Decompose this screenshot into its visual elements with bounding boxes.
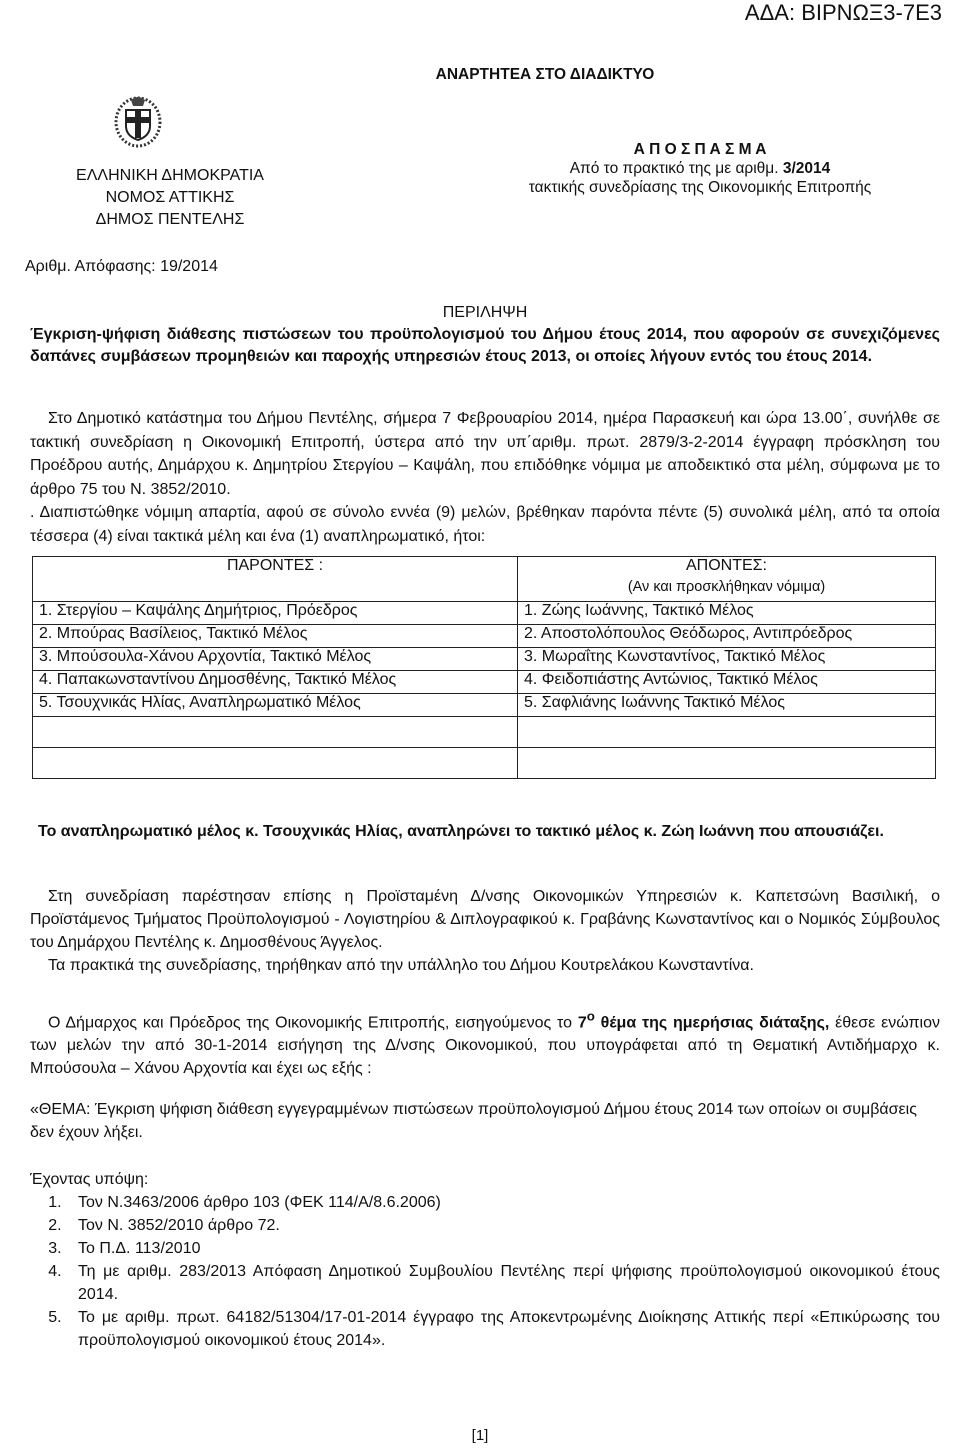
- page-number: [1]: [471, 1427, 489, 1444]
- greek-coat-of-arms-icon: [113, 90, 163, 150]
- mayor-text-a: Ο Δήμαρχος και Πρόεδρος της Οικονομικής Επιτροπής, εισηγούμενος το: [48, 1014, 578, 1032]
- empty-row: [33, 748, 936, 779]
- agenda-label: θέμα της ημερήσιας διάταξης,: [594, 1014, 830, 1032]
- summary-heading: ΠΕΡΙΛΗΨΗ: [442, 304, 528, 321]
- list-item: 5. Το με αριθμ. πρωτ. 64182/51304/17-01-2014 έγγραφο της Αποκεντρωμένης Διοίκησης Αττικής περί «Επικύρωσης του προϋπολογισμού οικονομικού έτους 2014».: [66, 1306, 940, 1352]
- extract-line-1: [440, 159, 960, 178]
- considering-list: [30, 1191, 940, 1352]
- present-member: 3. Μπούσουλα-Χάνου Αρχοντία, Τακτικό Μέλος: [33, 648, 518, 671]
- topic-ordinal: ο: [586, 1009, 595, 1024]
- present-member: 4. Παπακωνσταντίνου Δημοσθένης, Τακτικό Μέλος: [33, 671, 518, 694]
- summary-text: Έγκριση-ψήφιση διάθεσης πιστώσεων του προϋπολογισμού του Δήμου έτους 2014, που αφορούν σε συνεχιζόμενες δαπάνες συμβάσεων προμηθειών και παροχής υπηρεσιών έτους 2013, οι οποίες λήγουν εντός του έτους 2014.: [30, 326, 940, 365]
- extract-line-1-text: Από το πρακτικό της με αριθμ.: [569, 160, 783, 177]
- absent-member: 3. Μωραΐτης Κωνσταντίνος, Τακτικό Μέλος: [518, 648, 936, 671]
- intro-section: [30, 407, 940, 548]
- extract-block: [440, 140, 960, 197]
- topic-number: 7: [577, 1014, 587, 1032]
- issuer-block: [55, 165, 285, 231]
- present-header: ΠΑΡΟΝΤΕΣ :: [33, 557, 518, 602]
- table-row: [33, 625, 936, 648]
- list-item: 4. Τη με αριθμ. 283/2013 Απόφαση Δημοτικού Συμβουλίου Πεντέλης περί ψήφισης προϋπολογισμού οικονομικού έτους 2014.: [66, 1260, 940, 1306]
- also-present-section: [30, 885, 940, 977]
- table-row: [33, 694, 936, 717]
- absent-member: 4. Φειδοπιάστης Αντώνιος, Τακτικό Μέλος: [518, 671, 936, 694]
- theme-paragraph: «ΘΕΜΑ: Έγκριση ψήφιση διάθεση εγγεγραμμένων πιστώσεων προϋπολογισμού Δήμου έτους 2014 των οποίων οι συμβάσεις δεν έχουν λήξει.: [30, 1101, 917, 1141]
- also-present-paragraph: Στη συνεδρίαση παρέστησαν επίσης η Προϊσταμένη Δ/νσης Οικονομικών Υπηρεσιών κ. Καπετσώνη Βασιλική, ο Προϊστάμενος Τμήματος Προϋπολογισμού - Λογιστηρίου & Διπλογραφικού κ. Γραβάνης Κωνσταντίνος και ο Νομικός Σύμβουλος του Δημάρχου Πεντέλης κ. Δημοσθένους Άγγελος.: [30, 888, 940, 951]
- list-item: 2. Τον Ν. 3852/2010 άρθρο 72.: [66, 1214, 940, 1237]
- decision-number: [25, 258, 218, 276]
- summary-section: [30, 302, 940, 368]
- absent-member: 2. Αποστολόπουλος Θεόδωρος, Αντιπρόεδρος: [518, 625, 936, 648]
- list-item: 3. Το Π.Δ. 113/2010: [66, 1237, 940, 1260]
- publish-notice: ΑΝΑΡΤΗΤΕΑ ΣΤΟ ΔΙΑΔΙΚΤΥΟ: [435, 66, 655, 83]
- absent-note: (Αν και προσκλήθηκαν νόμιμα): [627, 579, 826, 595]
- mayor-text: [30, 1005, 940, 1080]
- substitute-note: [30, 820, 940, 843]
- extract-line-2: τακτικής συνεδρίασης της Οικονομικής Επιτροπής: [528, 179, 872, 196]
- issuer-line-2: ΝΟΜΟΣ ΑΤΤΙΚΗΣ: [105, 189, 235, 206]
- attendance-table: [32, 556, 936, 779]
- absent-header-cell: [518, 557, 936, 602]
- ada-code: ΑΔΑ: ΒΙΡΝΩΞ3-7Ε3: [744, 0, 942, 25]
- considering-label: Έχοντας υπόψη:: [30, 1171, 149, 1188]
- table-row: [33, 671, 936, 694]
- absent-member: 1. Ζώης Ιωάννης, Τακτικό Μέλος: [518, 602, 936, 625]
- absent-member: 5. Σαφλιάνης Ιωάννης Τακτικό Μέλος: [518, 694, 936, 717]
- empty-row: [33, 717, 936, 748]
- present-member: 5. Τσουχνικάς Ηλίας, Αναπληρωματικό Μέλος: [33, 694, 518, 717]
- present-member: 1. Στεργίου – Καψάλης Δημήτριος, Πρόεδρος: [33, 602, 518, 625]
- table-header-row: [33, 557, 936, 602]
- mayor-paragraph: [30, 1005, 940, 1080]
- substitute-text: Το αναπληρωματικό μέλος κ. Τσουχνικάς Ηλίας, αναπληρώνει το τακτικό μέλος κ. Ζώη Ιωάννη που απουσιάζει.: [38, 823, 884, 840]
- table-row: [33, 648, 936, 671]
- present-member: 2. Μπούρας Βασίλειος, Τακτικό Μέλος: [33, 625, 518, 648]
- decision-value: 19/2014: [160, 258, 218, 275]
- considering-section: [30, 1168, 940, 1352]
- extract-title: Α Π Ο Σ Π Α Σ Μ Α: [633, 141, 767, 158]
- mayor-text-d: έθεσε ενώπιον των μελών την από 30-1-2014 εισήγηση της Δ/νσης Οικονομικού, που υπογράφεται από τη Θεματική Αντιδήμαρχο κ. Μπούσουλα – Χάνου Αρχοντία και έχει ως εξής :: [30, 1014, 940, 1078]
- absent-header: ΑΠΟΝΤΕΣ:: [685, 557, 767, 574]
- minutes-number: 3/2014: [782, 160, 831, 177]
- issuer-line-1: ΕΛΛΗΝΙΚΗ ΔΗΜΟΚΡΑΤΙΑ: [76, 167, 264, 184]
- intro-paragraph-2: . Διαπιστώθηκε νόμιμη απαρτία, αφού σε σύνολο εννέα (9) μελών, βρέθηκαν παρόντα πέντε (5) συνολικά μέλη, από τα οποία τέσσερα (4) είναι τακτικά μέλη και ένα (1) αναπληρωματικό, ήτοι:: [30, 504, 940, 545]
- issuer-line-3: ΔΗΜΟΣ ΠΕΝΤΕΛΗΣ: [95, 211, 245, 228]
- decision-label: Αριθμ. Απόφασης:: [25, 258, 161, 275]
- intro-paragraph-1: Στο Δημοτικό κατάστημα του Δήμου Πεντέλης, σήμερα 7 Φεβρουαρίου 2014, ημέρα Παρασκευή και ώρα 13.00΄, συνήλθε σε τακτική συνεδρίαση η Οικονομική Επιτροπή, ύστερα από την υπ΄αριθμ. πρωτ. 2879/3-2-2014 έγγραφη πρόσκληση του Προέδρου αυτής, Δημάρχου κ. Δημητρίου Στεργίου – Καψάλη, που επιδόθηκε νόμιμα με αποδεικτικό στα μέλη, σύμφωνα με το άρθρο 75 του Ν. 3852/2010.: [30, 410, 940, 498]
- list-item: 1. Τον Ν.3463/2006 άρθρο 103 (ΦΕΚ 114/Α/8.6.2006): [66, 1191, 940, 1214]
- table-row: [33, 602, 936, 625]
- minutes-keeper-paragraph: Τα πρακτικά της συνεδρίασης, τηρήθηκαν από την υπάλληλο του Δήμου Κουτρελάκου Κωνσταντίνα.: [48, 957, 754, 974]
